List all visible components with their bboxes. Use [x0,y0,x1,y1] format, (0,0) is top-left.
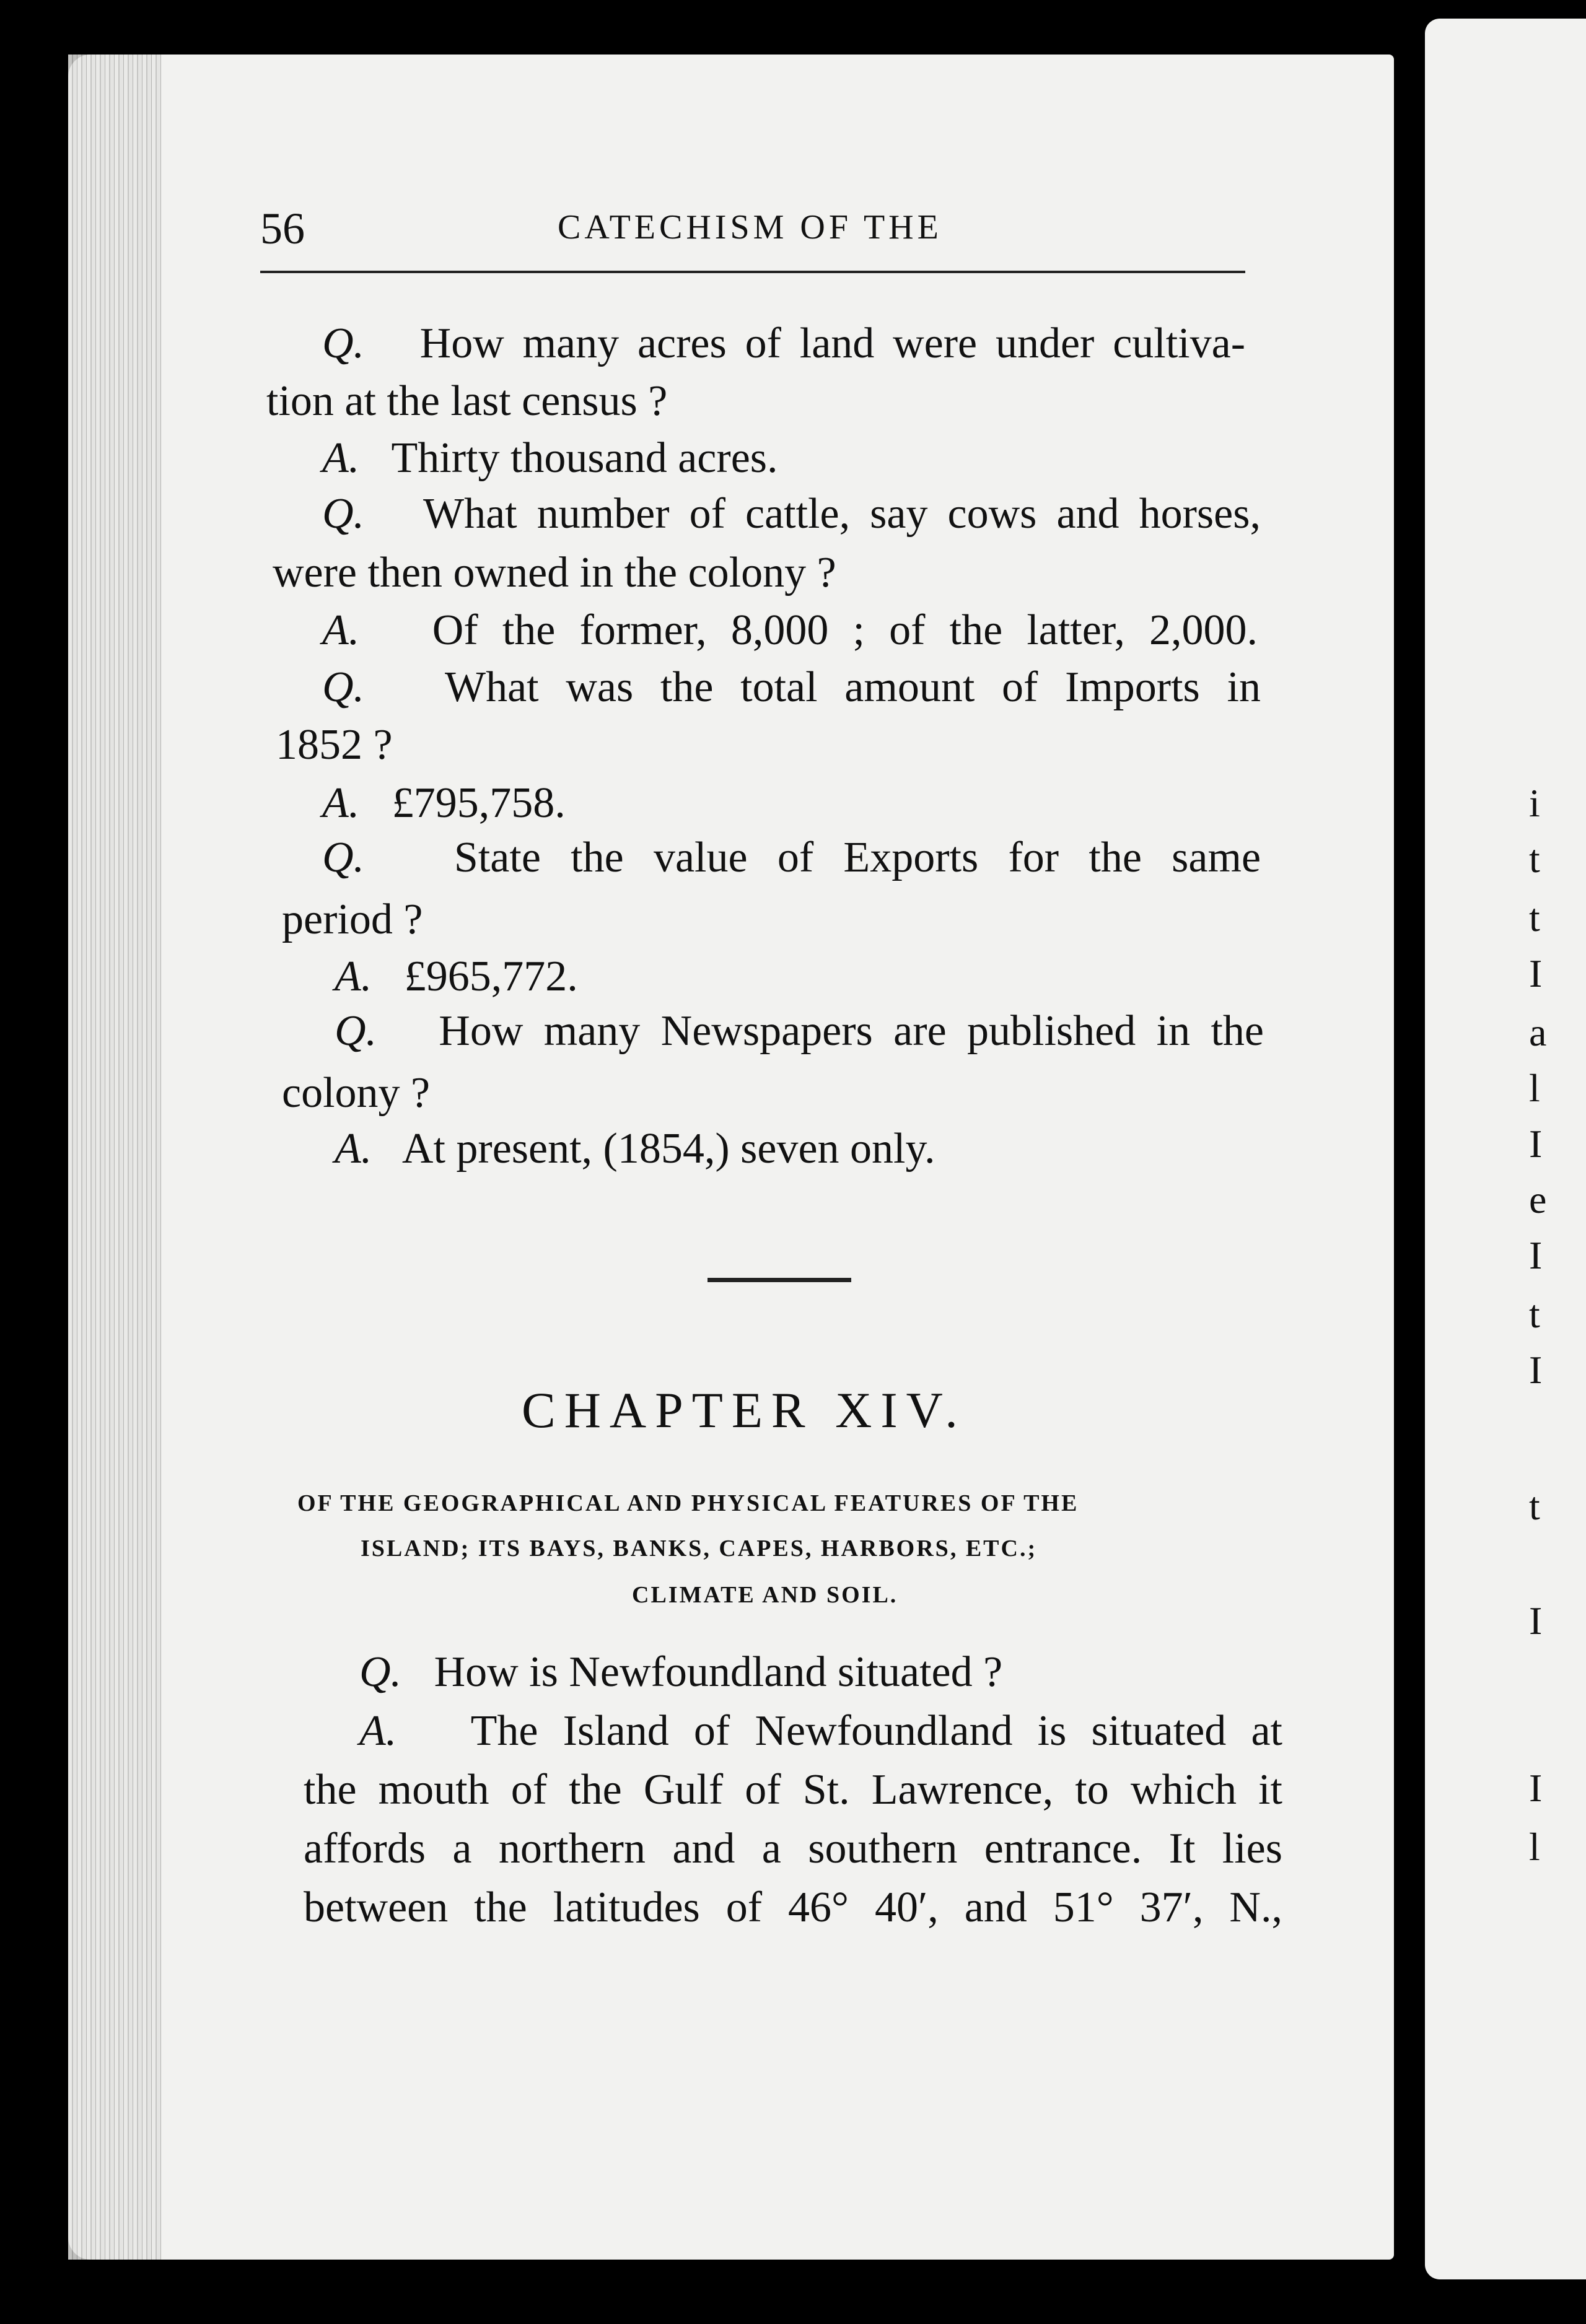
facing-page-fragment: I [1529,1122,1543,1166]
qa-line: A. £965,772. [335,953,578,1000]
facing-page-fragment: l [1529,1825,1540,1869]
qa-cont-line: 1852 ? [276,721,393,769]
qa-line: A. £795,758. [322,779,566,827]
header-rule [260,271,1245,273]
qa-line: A. At present, (1854,) seven only. [335,1125,935,1173]
qa-line: Q. How many Newspapers are published in the [335,1007,1264,1055]
page-number: 56 [260,204,305,253]
facing-page-fragment: i [1529,781,1540,825]
body-line: affords a northern and a southern entrance. It lies [304,1825,1282,1872]
qa-line: Q. State the value of Exports for the same [322,834,1261,881]
facing-page-fragment: l [1529,1066,1540,1110]
facing-page-fragment: t [1529,837,1540,881]
qa-line: Q. How many acres of land were under cultiva- [322,320,1246,367]
facing-page-fragment: a [1529,1010,1547,1054]
facing-page-fragment: I [1529,1599,1543,1643]
qa-line: A. Of the former, 8,000 ; of the latter, 2,000. [322,606,1258,654]
running-head: CATECHISM OF THE [558,208,942,247]
facing-page-fragment: t [1529,896,1540,940]
chapter-subtitle-line: CLIMATE AND SOIL. [632,1582,898,1608]
facing-page-fragment: I [1529,1348,1543,1392]
page-edge [68,55,161,2260]
facing-page-fragment: e [1529,1177,1547,1221]
qa-line: Q. What was the total amount of Imports in [322,663,1261,711]
qa-line: A. Thirty thousand acres. [322,434,778,482]
qa-line: Q. What number of cattle, say cows and horses, [322,490,1261,538]
facing-page-fragment: t [1529,1484,1540,1528]
body-line: the mouth of the Gulf of St. Lawrence, to which it [304,1766,1282,1814]
facing-page [1425,19,1586,2279]
qa-line: A. The Island of Newfoundland is situated at [359,1707,1282,1755]
qa-cont-line: tion at the last census ? [266,377,668,425]
chapter-subtitle-line: OF THE GEOGRAPHICAL AND PHYSICAL FEATURES OF THE [297,1490,1079,1516]
facing-page-fragment: I [1529,951,1543,995]
chapter-title: CHAPTER XIV. [522,1382,966,1438]
section-divider [708,1278,851,1282]
facing-page-fragment: I [1529,1233,1543,1277]
qa-cont-line: period ? [282,896,423,943]
qa-line: Q. How is Newfoundland situated ? [359,1648,1003,1696]
facing-page-fragment: t [1529,1292,1540,1336]
qa-cont-line: colony ? [282,1069,431,1117]
body-line: between the latitudes of 46° 40′, and 51° 37′, N., [304,1884,1282,1931]
chapter-subtitle-line: ISLAND; ITS BAYS, BANKS, CAPES, HARBORS, ETC.; [361,1536,1038,1562]
facing-page-fragment: I [1529,1766,1543,1810]
qa-cont-line: were then owned in the colony ? [273,549,836,596]
